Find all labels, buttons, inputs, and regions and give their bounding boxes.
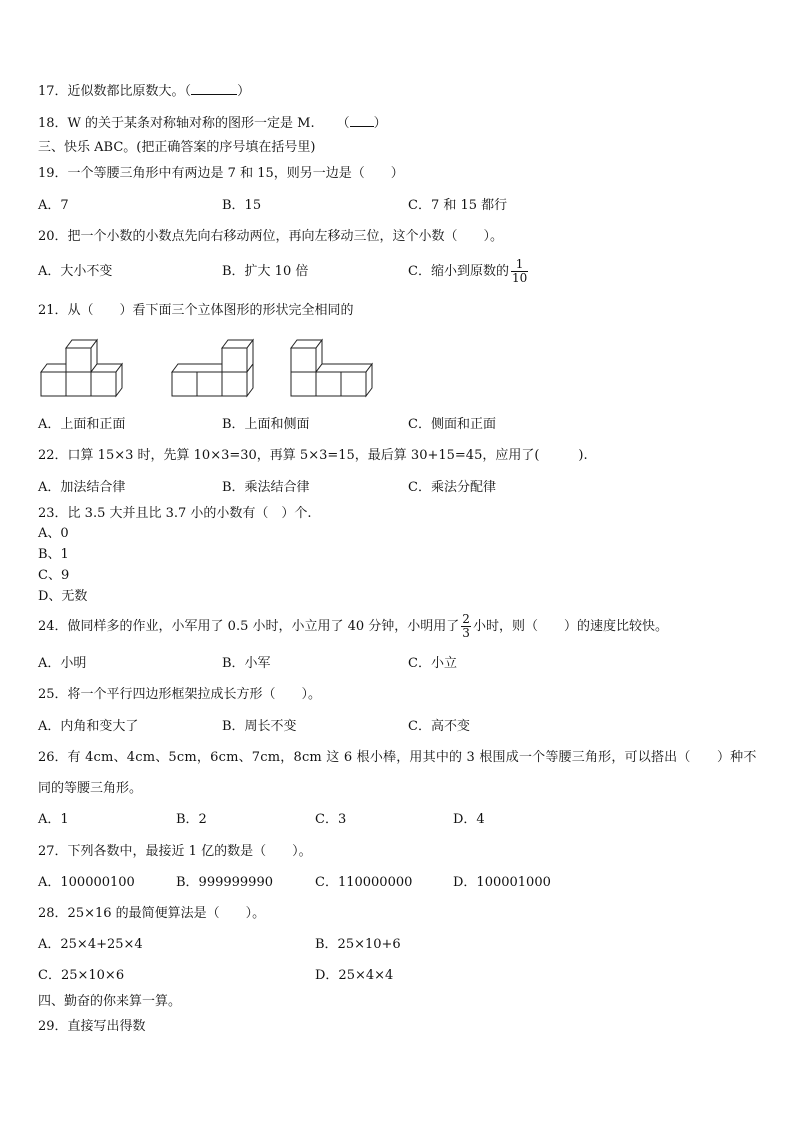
fraction — [461, 613, 471, 640]
option-b[interactable]: B．2 — [176, 812, 207, 827]
section-four-title: 四、勤奋的你来算一算。 — [38, 994, 182, 1009]
option-c[interactable]: C．25×10×6 — [38, 968, 125, 983]
option-b[interactable]: B．25×10+6 — [315, 937, 401, 952]
option-a[interactable]: A．内角和变大了 — [38, 719, 139, 734]
option-b[interactable]: B．乘法结合律 — [222, 480, 310, 495]
option-a[interactable]: A．上面和正面 — [38, 417, 126, 432]
option-c[interactable] — [408, 256, 530, 288]
fraction — [511, 258, 528, 285]
option-c-text: C．缩小到原数的 — [408, 264, 509, 279]
option-a[interactable]: A．加法结合律 — [38, 480, 126, 495]
question-20 — [38, 228, 503, 246]
option-b[interactable]: B．扩大 10 倍 — [222, 264, 309, 279]
question-number: 27． — [38, 844, 68, 859]
option-a[interactable]: A．大小不变 — [38, 264, 113, 279]
option-b[interactable]: B．周长不变 — [222, 719, 297, 734]
question-25 — [38, 686, 321, 704]
section-three-title: 三、快乐 ABC。(把正确答案的序号填在括号里) — [38, 140, 316, 155]
option-c[interactable]: C．侧面和正面 — [408, 417, 496, 432]
question-text: 下列各数中，最接近 1 亿的数是（ ）。 — [67, 844, 312, 859]
question-text: 直接写出得数 — [67, 1019, 146, 1034]
option-b[interactable]: B、1 — [38, 547, 69, 562]
answer-blank[interactable] — [191, 82, 237, 95]
fraction-denominator: 3 — [462, 626, 470, 640]
option-a[interactable]: A．7 — [38, 198, 69, 213]
question-24 — [38, 610, 668, 644]
question-number: 21． — [38, 303, 68, 318]
option-b[interactable]: B．999999990 — [176, 875, 273, 890]
question-text-continued: 小时，则（ ）的速度比较快。 — [472, 619, 668, 634]
option-d[interactable]: D、无数 — [38, 589, 88, 604]
option-c[interactable]: C．小立 — [408, 656, 457, 671]
question-17 — [38, 82, 250, 101]
question-number: 17． — [38, 84, 68, 99]
bracket-close: ） — [237, 84, 251, 99]
question-text: 把一个小数的小数点先向右移动两位，再向左移动三位，这个小数（ ）。 — [67, 229, 504, 244]
question-number: 29． — [38, 1019, 68, 1034]
question-19 — [38, 165, 404, 183]
question-number: 24． — [38, 619, 68, 634]
question-21 — [38, 302, 354, 320]
option-a[interactable]: A．100000100 — [38, 875, 135, 890]
question-22 — [38, 447, 588, 465]
question-text: 一个等腰三角形中有两边是 7 和 15，则另一边是（ ） — [67, 166, 404, 181]
question-number: 28． — [38, 906, 68, 921]
option-a[interactable]: A、0 — [38, 526, 69, 541]
question-28 — [38, 905, 265, 923]
option-c[interactable]: C．3 — [315, 812, 347, 827]
question-29 — [38, 1018, 146, 1036]
question-number: 20． — [38, 229, 68, 244]
question-number: 18． — [38, 116, 68, 131]
option-d[interactable]: D．100001000 — [453, 875, 551, 890]
option-c[interactable]: C．7 和 15 都行 — [408, 198, 508, 213]
fraction-numerator: 2 — [462, 612, 470, 626]
option-d[interactable]: D．4 — [453, 812, 485, 827]
option-a[interactable]: A．25×4+25×4 — [38, 937, 143, 952]
question-text: 将一个平行四边形框架拉成长方形（ ）。 — [67, 687, 322, 702]
option-a[interactable]: A．1 — [38, 812, 69, 827]
question-text: W 的关于某条对称轴对称的图形一定是 M. — [67, 116, 315, 131]
question-text: 近似数都比原数大。（ — [67, 84, 192, 99]
question-number: 22． — [38, 448, 68, 463]
option-c[interactable]: C．乘法分配律 — [408, 480, 496, 495]
option-b[interactable]: B．上面和侧面 — [222, 417, 310, 432]
question-text: 25×16 的最简便算法是（ ）。 — [67, 906, 266, 921]
question-text: 有 4cm、4cm、5cm，6cm、7cm，8cm 这 6 根小棒，用其中的 3 根围成一个等腰三角形，可以搭出（ ）种不 — [67, 750, 757, 765]
question-23 — [38, 505, 312, 523]
question-18 — [38, 114, 387, 133]
question-number: 23． — [38, 506, 68, 521]
cube-figure-3 — [290, 334, 380, 400]
option-b[interactable]: B．15 — [222, 198, 262, 213]
question-number: 26． — [38, 750, 68, 765]
question-26 — [38, 749, 757, 767]
option-a[interactable]: A．小明 — [38, 656, 87, 671]
option-d[interactable]: D．25×4×4 — [315, 968, 394, 983]
answer-blank[interactable] — [350, 114, 374, 127]
option-c[interactable]: C．高不变 — [408, 719, 470, 734]
question-text: 口算 15×3 时，先算 10×3=30，再算 5×3=15，最后算 30+15=45，应用了( ). — [67, 448, 588, 463]
fraction-numerator: 1 — [515, 257, 524, 271]
option-b[interactable]: B．小军 — [222, 656, 271, 671]
cube-figure-2 — [171, 334, 263, 400]
question-text: 做同样多的作业，小军用了 0.5 小时，小立用了 40 分钟，小明用了 — [67, 619, 460, 634]
bracket-close: ） — [373, 116, 387, 131]
bracket-open: （ — [336, 116, 350, 131]
question-26-line-2: 同的等腰三角形。 — [38, 781, 143, 796]
question-number: 25． — [38, 687, 68, 702]
cube-figure-1 — [40, 334, 130, 400]
fraction-denominator: 10 — [511, 271, 528, 285]
question-text: 从（ ）看下面三个立体图形的形状完全相同的 — [67, 303, 354, 318]
option-c[interactable]: C．110000000 — [315, 875, 413, 890]
question-27 — [38, 843, 312, 861]
question-number: 19． — [38, 166, 68, 181]
question-text: 比 3.5 大并且比 3.7 小的小数有（ ）个. — [67, 506, 312, 521]
option-c[interactable]: C、9 — [38, 568, 70, 583]
